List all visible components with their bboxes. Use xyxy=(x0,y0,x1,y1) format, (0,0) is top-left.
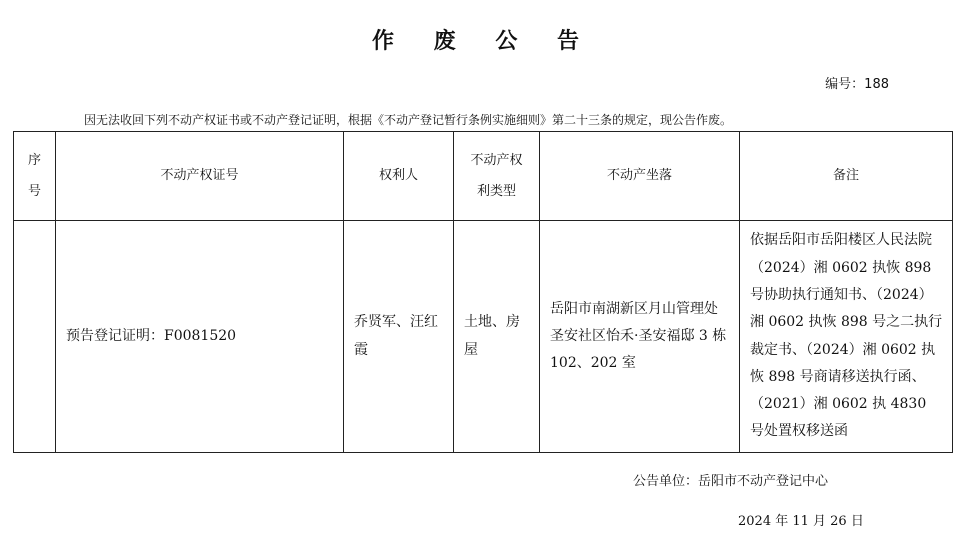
cell-right-type: 土地、房屋 xyxy=(454,221,540,453)
notice-number: 编号：188 xyxy=(825,77,889,92)
void-certificate-table xyxy=(13,131,953,453)
cell-seq xyxy=(14,221,56,453)
header-seq: 序号 xyxy=(14,132,56,221)
table-header-row xyxy=(14,132,953,221)
cell-location: 岳阳市南湖新区月山管理处圣安社区怡禾·圣安福邸 3 栋 102、202 室 xyxy=(540,221,740,453)
cell-holder: 乔贤军、汪红霞 xyxy=(344,221,454,453)
cell-cert-no: 预告登记证明：F0081520 xyxy=(56,221,344,453)
header-location: 不动产坐落 xyxy=(540,132,740,221)
header-remark: 备注 xyxy=(740,132,953,221)
issuer-line: 公告单位：岳阳市不动产登记中心 xyxy=(633,474,829,489)
header-holder: 权利人 xyxy=(344,132,454,221)
issue-date: 2024 年 11 月 26 日 xyxy=(738,514,864,529)
notice-intro: 因无法收回下列不动产权证书或不动产登记证明，根据《不动产登记暂行条例实施细则》第二十三条的规定，现公告作废。 xyxy=(84,113,733,127)
notice-title: 作 废 公 告 xyxy=(372,29,595,54)
cell-remark: 依据岳阳市岳阳楼区人民法院（2024）湘 0602 执恢 898 号协助执行通知书、（2024）湘 0602 执恢 898 号之二执行裁定书、（2024）湘 0602 执恢 898 号商请移送执行函、（2021）湘 0602 执 4830 号处置权移送函 xyxy=(740,221,953,453)
table-row xyxy=(14,221,953,453)
header-cert-no: 不动产权证号 xyxy=(56,132,344,221)
header-right-type: 不动产权利类型 xyxy=(454,132,540,221)
